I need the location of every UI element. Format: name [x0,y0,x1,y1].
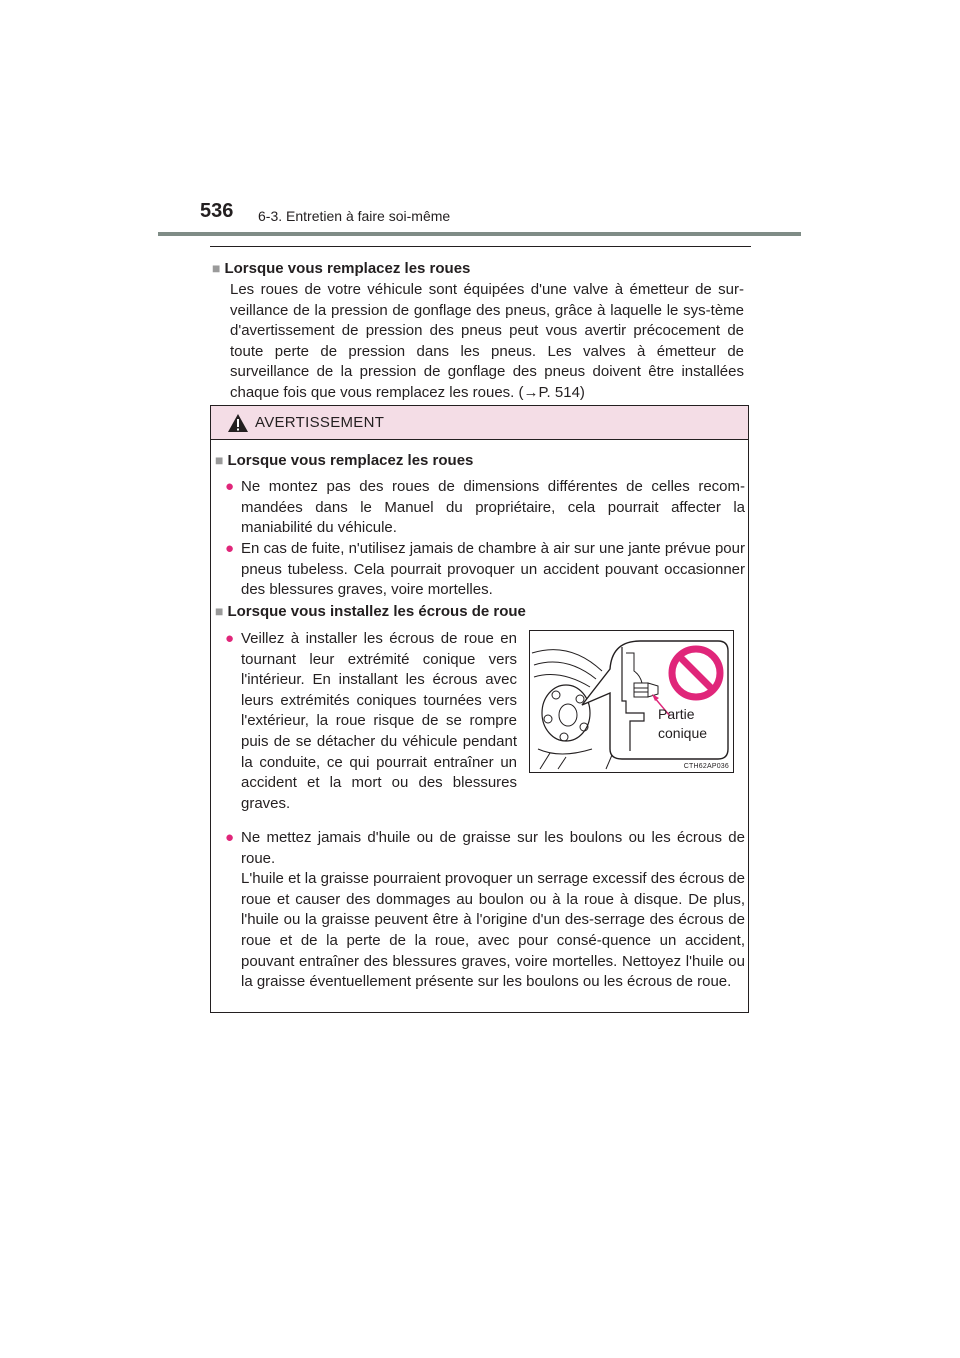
figure-label-line2: conique [658,725,708,741]
page-number: 536 [200,200,234,222]
bullet-dot-icon: ● [225,630,235,647]
section-paragraph: Les roues de votre véhicule sont équipées d'une valve à émetteur de sur-veillance de la pression de gonflage des pneus, grâce à laquelle le sys-tème d'avertissement de pression des pneus peut vous avertir précocement de toute perte de pression dans les pneus. Les valves à émetteur de surveillance de la pression de gonflage des pneus doivent être installées chaque fois que vous remplacez les roues. (→P. 514) [230,281,744,401]
bullet-dot-icon: ● [225,829,235,846]
warning-title: AVERTISSEMENT [255,414,385,431]
bullet-text-line2: L'huile et la graisse pourraient provoquer un serrage excessif des écrous de roue et causer des dommages au boulon ou à la roue à disque. De plus, l'huile ou la graisse peuvent être à l'origine d'un des-serrage des écrous de roue et de la perte de la roue, avec pour consé-quence un accident, pouvant entraîner des blessures graves, voire mortelles. Nettoyez l'huile ou la graisse éventuellement présente sur les boulons ou les écrous de roue. [241,870,745,991]
warning-heading-replacing [215,449,473,472]
warning-heading-replacing-text: Lorsque vous remplacez les roues [227,452,474,469]
section-rule [210,246,751,247]
figure-label-line1: Partie [658,706,695,722]
warning-bullet-tube [225,539,745,601]
bullet-dot-icon: ● [225,540,235,557]
bullet-text: En cas de fuite, n'utilisez jamais de chambre à air sur une jante prévue pour pneus tubeless. Cela pourrait provoquer un accident pouvant occasionner des blessures graves, voire mortelles. [241,540,745,599]
section-heading-text: Lorsque vous remplacez les roues [224,260,471,277]
header-rule [158,232,801,236]
bullet-text-line1: Ne mettez jamais d'huile ou de graisse sur les boulons ou les écrous de roue. [241,829,745,867]
chapter-title: 6-3. Entretien à faire soi-même [258,208,451,224]
section-replacing-wheels [212,257,744,404]
bullet-text [241,828,745,993]
warning-heading-nuts [215,600,526,623]
warning-bullet-oil [225,828,745,993]
warning-box [210,405,749,1013]
square-bullet-icon: ■ [215,603,224,619]
warning-bullet-conical [225,629,520,814]
wheel-nut-illustration [530,631,733,772]
bullet-dot-icon: ● [225,478,235,495]
section-heading [212,257,744,280]
square-bullet-icon: ■ [212,260,221,276]
warning-header [211,406,748,440]
figure-code: CTH62AP036 [683,763,729,770]
bullet-text: Ne montez pas des roues de dimensions différentes de celles recom-mandées dans le Manuel du propriétaire, cela pourrait affecter la maniabilité du véhicule. [241,478,745,537]
figure-label [658,705,707,743]
square-bullet-icon: ■ [215,452,224,468]
wheel-nut-figure [529,630,734,773]
warning-heading-nuts-text: Lorsque vous installez les écrous de roue [227,603,526,620]
bullet-text: Veillez à installer les écrous de roue en tournant leur extrémité conique vers l'intérieur. En installant les écrous avec leurs extrémités coniques tournées vers l'extérieur, la roue risque de se rompre puis de se détacher du véhicule pendant la conduite, ce qui pourrait entraîner un accident et la mort ou des blessures graves. [241,630,517,812]
warning-triangle-icon [227,413,249,433]
warning-bullet-dimensions [225,477,745,539]
